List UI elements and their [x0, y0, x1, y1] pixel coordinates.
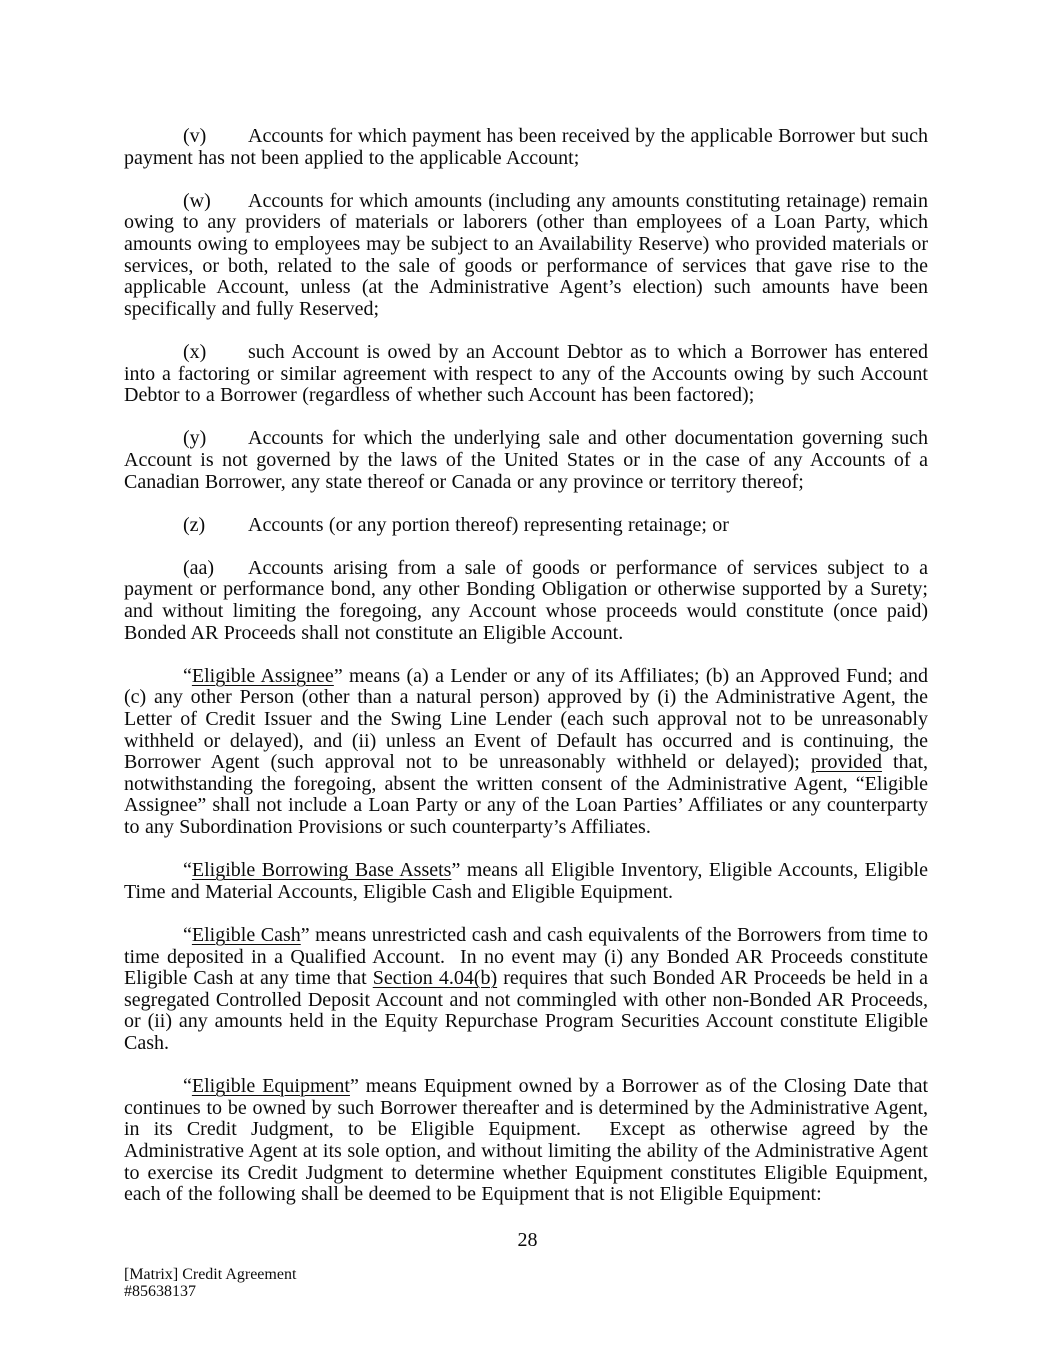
clause-w	[124, 191, 928, 321]
clause-v	[124, 126, 928, 169]
text-run: requires that such Bonded AR Proceeds be held in a segregated Controlled Deposit Account and not commingled with other non-Bonded AR Proceeds, or (ii) any amounts held in the Equity Repurchase Program Securities Account constitute Eligible Cash.	[124, 967, 928, 1054]
text-run: Accounts for which payment has been received by the applicable Borrower but such payment has not been applied to the applicable Account;	[124, 125, 928, 169]
defined-term: Eligible Assignee	[191, 664, 334, 687]
definition-eligible-borrowing-base-assets	[124, 860, 928, 903]
clause-marker: (x)	[183, 340, 207, 363]
definition-eligible-cash	[124, 925, 928, 1055]
defined-term: Section 4.04(b)	[372, 967, 498, 990]
clause-marker: (w)	[183, 189, 211, 212]
text-run: Accounts for which the underlying sale and other documentation governing such Account is not governed by the laws of the United States or in the case of any Accounts of a Canadian Borrower, any state thereof or Canada or any province or territory thereof;	[124, 427, 928, 493]
text-run: ” means (a) a Lender or any of its Affiliates; (b) an Approved Fund; and (c) any other Person (other than a natural person) approved by (i) the Administrative Agent, the Letter of Credit Issuer and the Swing Line Lender (each such approval not to be unreasonably withheld or delayed), and (ii) unless an Event of Default has occurred and is continuing, the Borrower Agent (such approval not to be unreasonably withheld or delayed);	[124, 664, 929, 774]
clause-y	[124, 428, 928, 493]
text-run: Accounts arising from a sale of goods or performance of services subject to a payment or performance bond, any other Bonding Obligation or otherwise supported by a Surety; and without limiting the foregoing, any Account whose proceeds would constitute (once paid) Bonded AR Proceeds shall not constitute an Eligible Account.	[124, 556, 928, 644]
footer-doc-title: [Matrix] Credit Agreement	[124, 1266, 297, 1283]
clause-marker: (v)	[183, 125, 207, 147]
clause-x	[124, 342, 928, 407]
footer-doc-id: #85638137	[124, 1283, 196, 1300]
text-run: such Account is owed by an Account Debtor as to which a Borrower has entered into a factoring or similar agreement with respect to any of the Accounts owing by such Account Debtor to a Borrower (regardless of whether such Account has been factored);	[124, 340, 928, 407]
text-run: “	[183, 859, 192, 882]
text-run: “	[183, 664, 192, 687]
definition-eligible-assignee	[124, 666, 928, 839]
clause-z	[124, 515, 928, 537]
document-footer	[124, 1266, 296, 1300]
text-run: Accounts (or any portion thereof) representing retainage; or	[248, 513, 729, 536]
defined-term: Eligible Cash	[191, 923, 301, 946]
clause-aa	[124, 558, 928, 644]
text-run: Accounts for which amounts (including any amounts constituting retainage) remain owing to any providers of materials or laborers (other than employees of a Loan Party, which amounts owing to employees may be subject to an Availability Reserve) who provided materials or services, or both, related to the sale of goods or performance of services that gave rise to the applicable Account, unless (at the Administrative Agent’s election) such amounts have been specifically and fully Reserved;	[124, 189, 928, 320]
text-run: “	[183, 1075, 192, 1098]
defined-term: Eligible Borrowing Base Assets	[191, 859, 452, 882]
definition-eligible-equipment	[124, 1076, 928, 1206]
text-run: ” means all Eligible Inventory, Eligible Accounts, Eligible Time and Material Accounts, Eligible Cash and Eligible Equipment.	[124, 859, 928, 903]
text-run: ” means Equipment owned by a Borrower as of the Closing Date that continues to be owned by such Borrower thereafter and is determined by the Administrative Agent, in its Credit Judgment, to be Eligible Equipment. Except as otherwise agreed by the Administrative Agent at its sole option, and without limiting the ability of the Administrative Agent to exercise its Credit Judgment to determine whether Equipment constitutes Eligible Equipment, each of the following shall be deemed to be Equipment that is not Eligible Equipment:	[124, 1075, 928, 1206]
clause-marker: (z)	[183, 513, 206, 536]
page-number: 28	[517, 1229, 538, 1251]
clause-marker: (aa)	[183, 556, 215, 579]
document-body	[124, 126, 928, 1206]
text-run: “	[183, 923, 192, 946]
clause-marker: (y)	[183, 427, 207, 450]
text-run: that, notwithstanding the foregoing, absent the written consent of the Administrative Agent, “Eligible Assignee” shall not include a Loan Party or any of the Loan Parties’ Affiliates or any counterparty to any Subordination Provisions or such counterparty’s Affiliates.	[124, 751, 929, 838]
defined-term: Eligible Equipment	[191, 1075, 350, 1098]
defined-term: provided	[810, 751, 882, 774]
text-run: ” means unrestricted cash and cash equivalents of the Borrowers from time to time deposited in a Qualified Account. In no event may (i) any Bonded AR Proceeds constitute Eligible Cash at any time that	[124, 923, 928, 990]
